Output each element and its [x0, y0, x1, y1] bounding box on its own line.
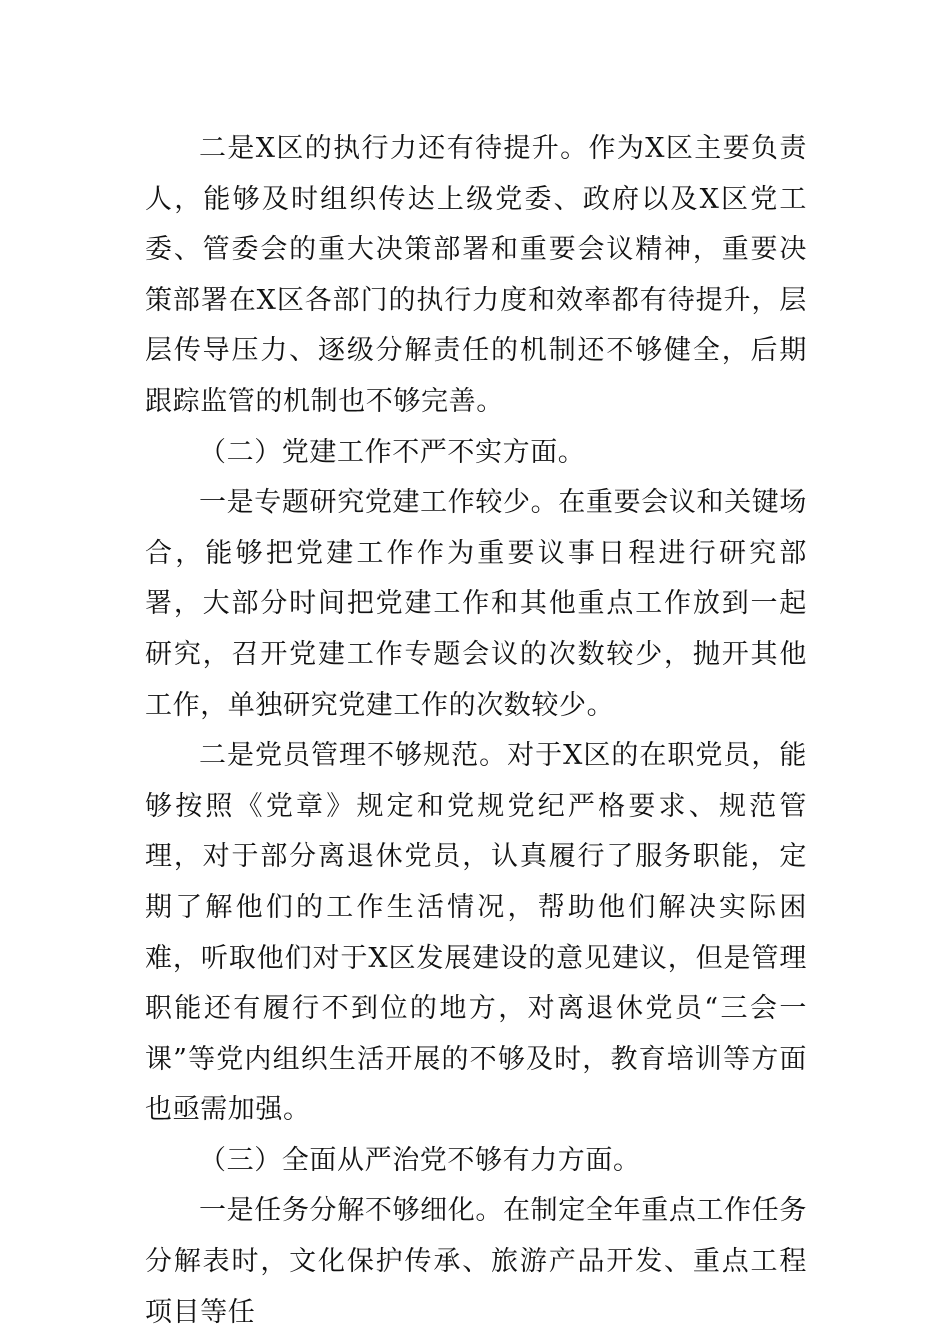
- section-heading-party-building: （二）党建工作不严不实方面。: [199, 436, 586, 468]
- section-heading-strict-governance: （三）全面从严治党不够有力方面。: [199, 1144, 641, 1176]
- paragraph-execution: 二是X区的执行力还有待提升。作为X区主要负责人，能够及时组织传达上级党委、政府以及X区党工委、管委会的重大决策部署和重要会议精神，重要决策部署在X区各部门的执行力度和效率都有待提升，层层传导压力、逐级分解责任的机制还不够健全，后期跟踪监管的机制也不够完善。: [145, 133, 807, 417]
- paragraph-party-research: 一是专题研究党建工作较少。在重要会议和关键场合，能够把党建工作作为重要议事日程进行研究部署，大部分时间把党建工作和其他重点工作放到一起研究，召开党建工作专题会议的次数较少，抛开其他工作，单独研究党建工作的次数较少。: [145, 487, 807, 721]
- document-body: [145, 124, 807, 1338]
- paragraph-task-decomposition: 一是任务分解不够细化。在制定全年重点工作任务分解表时，文化保护传承、旅游产品开发、重点工程项目等任: [145, 1195, 807, 1328]
- paragraph-member-management: 二是党员管理不够规范。对于X区的在职党员，能够按照《党章》规定和党规党纪严格要求、规范管理，对于部分离退休党员，认真履行了服务职能，定期了解他们的工作生活情况，帮助他们解决实际困难，听取他们对于X区发展建设的意见建议，但是管理职能还有履行不到位的地方，对离退休党员“三会一课”等党内组织生活开展的不够及时，教育培训等方面也亟需加强。: [145, 740, 807, 1126]
